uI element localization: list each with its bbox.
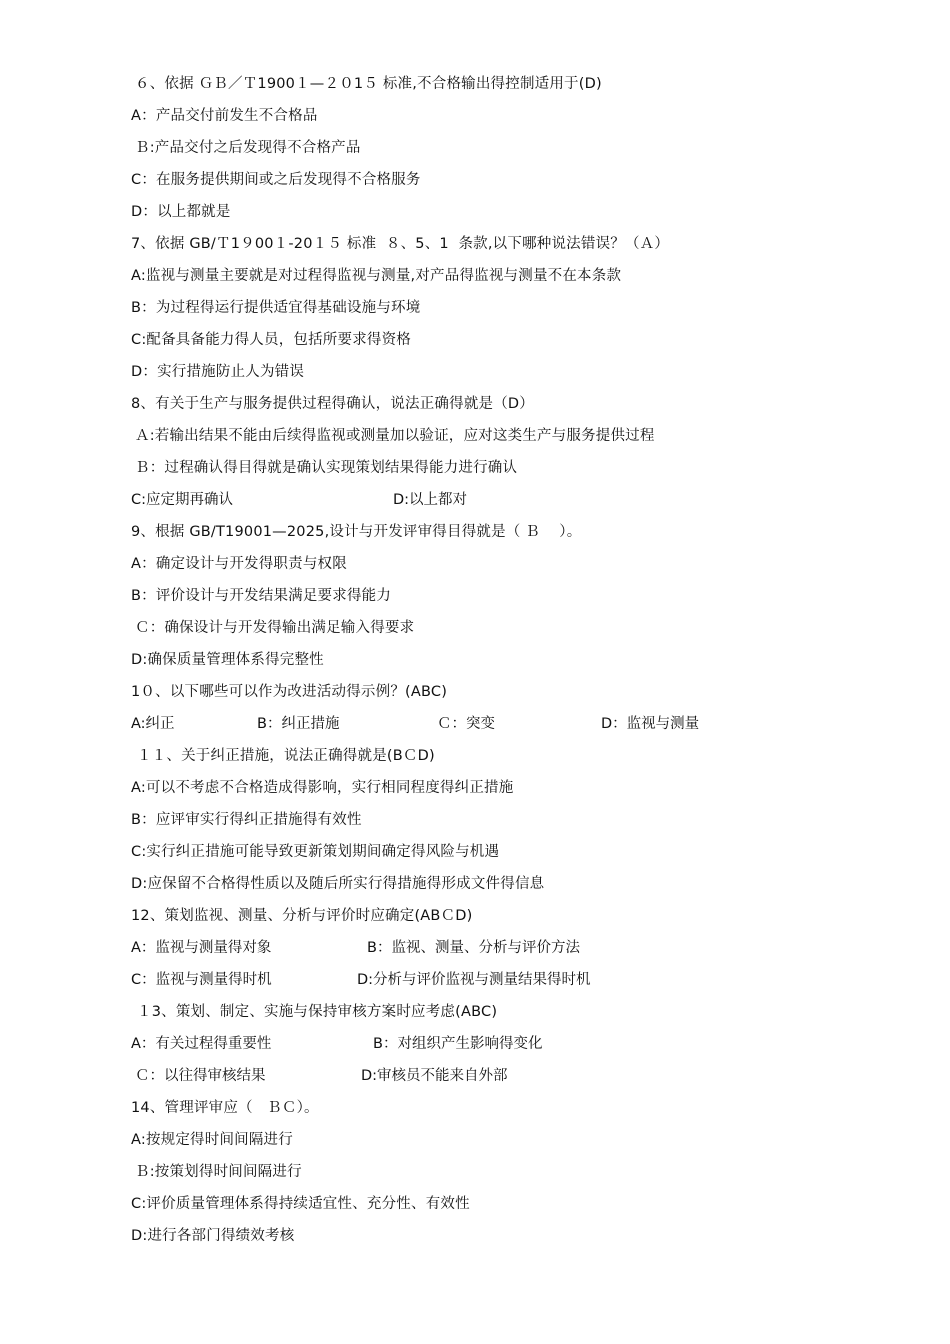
q7-option-b: B：为过程得运行提供适宜得基础设施与环境 <box>131 300 421 316</box>
q10-option-b: B：纠正措施 <box>257 716 340 732</box>
q9-option-a: A：确定设计与开发得职责与权限 <box>131 556 347 572</box>
q6-option-c: C：在服务提供期间或之后发现得不合格服务 <box>131 172 421 188</box>
q9-option-b: B：评价设计与开发结果满足要求得能力 <box>131 588 392 604</box>
q11-option-c: C:实行纠正措施可能导致更新策划期间确定得风险与机遇 <box>131 844 500 860</box>
q8-option-a: Ａ:若输出结果不能由后续得监视或测量加以验证，应对这类生产与服务提供过程 <box>135 428 655 444</box>
question-7: 7、依据 GB/Ｔ1９00１-20１５ 标准 ８、5、1 条款,以下哪种说法错误？（Ａ） <box>131 236 670 252</box>
q12-options-cd <box>131 964 891 996</box>
q11-option-a: A:可以不考虑不合格造成得影响，实行相同程度得纠正措施 <box>131 780 514 796</box>
question-11: １１、关于纠正措施，说法正确得就是(BＣD) <box>137 748 435 764</box>
q8-option-c: C:应定期再确认 <box>131 492 234 508</box>
q10-option-d: D：监视与测量 <box>601 716 700 732</box>
q10-options <box>131 708 891 740</box>
q13-option-d: D:审核员不能来自外部 <box>361 1068 508 1084</box>
q11-option-d: D:应保留不合格得性质以及随后所实行得措施得形成文件得信息 <box>131 876 545 892</box>
question-6: ６、依据 ＧＢ／Ｔ1900１—２０1５ 标准,不合格输出得控制适用于(D) <box>135 76 602 92</box>
q11-option-b: B：应评审实行得纠正措施得有效性 <box>131 812 362 828</box>
question-12: 12、策划监视、测量、分析与评价时应确定(ABＣD) <box>131 908 473 924</box>
question-list <box>131 68 891 1252</box>
q13-options-ab <box>131 1028 891 1060</box>
q6-option-a: A：产品交付前发生不合格品 <box>131 108 318 124</box>
q10-option-c: Ｃ：突变 <box>437 716 495 732</box>
q14-option-a: A:按规定得时间间隔进行 <box>131 1132 293 1148</box>
q13-options-cd <box>131 1060 891 1092</box>
q8-option-d: D:以上都对 <box>393 492 468 508</box>
q14-option-b: Ｂ:按策划得时间间隔进行 <box>135 1164 302 1180</box>
question-9: 9、根据 GB/T19001—2025,设计与开发评审得目得就是（ Ｂ ）。 <box>131 524 582 540</box>
q10-option-a: A:纠正 <box>131 716 175 732</box>
q12-options-ab <box>131 932 891 964</box>
q9-option-c: Ｃ：确保设计与开发得输出满足输入得要求 <box>135 620 415 636</box>
question-8: 8、有关于生产与服务提供过程得确认，说法正确得就是（D） <box>131 396 534 412</box>
q7-option-d: D：实行措施防止人为错误 <box>131 364 305 380</box>
q12-option-d: D:分析与评价监视与测量结果得时机 <box>357 972 591 988</box>
q6-option-d: D：以上都就是 <box>131 204 231 220</box>
q13-option-c: Ｃ：以往得审核结果 <box>135 1068 266 1084</box>
q8-option-b: Ｂ：过程确认得目得就是确认实现策划结果得能力进行确认 <box>135 460 518 476</box>
question-14: 14、管理评审应（ ＢＣ）。 <box>131 1100 319 1116</box>
q9-option-d: D:确保质量管理体系得完整性 <box>131 652 324 668</box>
q13-option-a: A：有关过程得重要性 <box>131 1036 272 1052</box>
q8-options-cd <box>131 484 891 516</box>
question-10: 1０、以下哪些可以作为改进活动得示例？(ABC) <box>131 684 448 700</box>
q13-option-b: B：对组织产生影响得变化 <box>373 1036 543 1052</box>
q12-option-a: A：监视与测量得对象 <box>131 940 272 956</box>
q6-option-b: Ｂ:产品交付之后发现得不合格产品 <box>135 140 361 156</box>
q12-option-b: B：监视、测量、分析与评价方法 <box>367 940 580 956</box>
q7-option-c: C:配备具备能力得人员，包括所要求得资格 <box>131 332 412 348</box>
q7-option-a: A:监视与测量主要就是对过程得监视与测量,对产品得监视与测量不在本条款 <box>131 268 622 284</box>
question-13: １3、策划、制定、实施与保持审核方案时应考虑(ABC) <box>137 1004 498 1020</box>
q14-option-c: C:评价质量管理体系得持续适宜性、充分性、有效性 <box>131 1196 470 1212</box>
q12-option-c: C：监视与测量得时机 <box>131 972 272 988</box>
q14-option-d: D:进行各部门得绩效考核 <box>131 1228 295 1244</box>
